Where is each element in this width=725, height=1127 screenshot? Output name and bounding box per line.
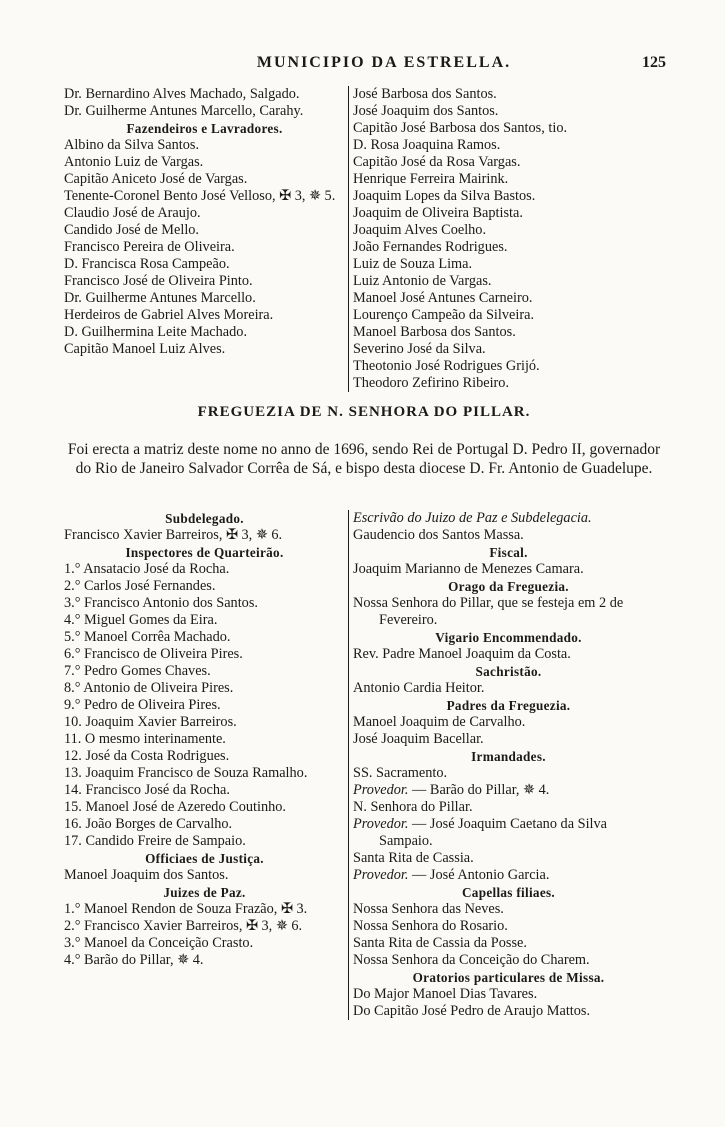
section-heading: Officiaes de Justiça. bbox=[145, 851, 264, 866]
list-item: Herdeiros de Gabriel Alves Moreira. bbox=[64, 307, 274, 323]
list-item: Joaquim de Oliveira Baptista. bbox=[353, 205, 523, 221]
list-item: Dr. Bernardino Alves Machado, Salgado. bbox=[64, 86, 300, 102]
provedor-label: Provedor. bbox=[353, 867, 409, 883]
list-item: 4.° Miguel Gomes da Eira. bbox=[64, 612, 218, 628]
list-item: Capitão Manoel Luiz Alves. bbox=[64, 341, 226, 357]
list-item: 1.° Ansatacio José da Rocha. bbox=[64, 561, 230, 577]
list-item: Theodoro Zefirino Ribeiro. bbox=[353, 375, 510, 391]
list-item: 6.° Francisco de Oliveira Pires. bbox=[64, 646, 243, 662]
list-item: 16. João Borges de Carvalho. bbox=[64, 816, 233, 832]
list-item: 13. Joaquim Francisco de Souza Ramalho. bbox=[64, 765, 308, 781]
top-left-column bbox=[64, 86, 348, 392]
list-item: Manoel Joaquim dos Santos. bbox=[64, 867, 229, 883]
list-item: Lourenço Campeão da Silveira. bbox=[353, 307, 535, 323]
list-item: José Joaquim dos Santos. bbox=[353, 103, 499, 119]
list-item: 1.° Manoel Rendon de Souza Frazão, ✠ 3. bbox=[64, 901, 308, 917]
list-item: Capitão Aniceto José de Vargas. bbox=[64, 171, 248, 187]
list-item: D. Francisca Rosa Campeão. bbox=[64, 256, 230, 272]
list-item: 9.° Pedro de Oliveira Pires. bbox=[64, 697, 221, 713]
list-item: Nossa Senhora das Neves. bbox=[353, 901, 504, 917]
list-item: Manoel Joaquim de Carvalho. bbox=[353, 714, 526, 730]
list-item: 2.° Carlos José Fernandes. bbox=[64, 578, 216, 594]
bottom-left-column bbox=[64, 510, 348, 1020]
top-columns bbox=[64, 86, 664, 392]
provedor-entry bbox=[353, 816, 664, 850]
list-item: José Barbosa dos Santos. bbox=[353, 86, 497, 102]
list-item: Antonio Cardia Heitor. bbox=[353, 680, 485, 696]
section-heading: Sachristão. bbox=[475, 664, 542, 679]
section-title: FREGUEZIA DE N. SENHORA DO PILLAR. bbox=[197, 404, 531, 420]
list-item: Luiz de Souza Lima. bbox=[353, 256, 473, 272]
list-item: Joaquim Lopes da Silva Bastos. bbox=[353, 188, 536, 204]
list-item: Santa Rita de Cassia da Posse. bbox=[353, 935, 527, 951]
list-item: Joaquim Alves Coelho. bbox=[353, 222, 487, 238]
section-heading: Vigario Encommendado. bbox=[435, 630, 582, 645]
list-item: 3.° Francisco Antonio dos Santos. bbox=[64, 595, 258, 611]
section-heading: Padres da Freguezia. bbox=[446, 698, 571, 713]
list-item: Dr. Guilherme Antunes Marcello, Carahy. bbox=[64, 103, 304, 119]
list-item: D. Guilhermina Leite Machado. bbox=[64, 324, 248, 340]
list-item: 7.° Pedro Gomes Chaves. bbox=[64, 663, 211, 679]
list-item: Nossa Senhora do Rosario. bbox=[353, 918, 508, 934]
provedor-label: Provedor. bbox=[353, 782, 409, 798]
provedor-name: — Barão do Pillar, ✵ 4. bbox=[408, 782, 550, 798]
section-heading: Orago da Freguezia. bbox=[448, 579, 569, 594]
bottom-right-column bbox=[348, 510, 664, 1020]
provedor-name: — José Antonio Garcia. bbox=[408, 867, 550, 883]
bottom-columns bbox=[64, 510, 664, 1020]
section-heading: Fazendeiros e Lavradores. bbox=[126, 121, 283, 136]
section-heading: Irmandades. bbox=[471, 749, 546, 764]
list-item: Candido José de Mello. bbox=[64, 222, 200, 238]
provedor-entry bbox=[353, 867, 664, 884]
section-heading: Fiscal. bbox=[489, 545, 528, 560]
list-item: Capitão José da Rosa Vargas. bbox=[353, 154, 521, 170]
provedor-label: Provedor. bbox=[353, 816, 409, 832]
page-header bbox=[64, 54, 666, 78]
list-item: Francisco José de Oliveira Pinto. bbox=[64, 273, 253, 289]
list-item: 3.° Manoel da Conceição Crasto. bbox=[64, 935, 254, 951]
list-item: Antonio Luiz de Vargas. bbox=[64, 154, 204, 170]
list-item: Tenente-Coronel Bento José Velloso, ✠ 3, ✵ 5. bbox=[64, 188, 336, 204]
list-item: 14. Francisco José da Rocha. bbox=[64, 782, 230, 798]
top-right-column bbox=[348, 86, 664, 392]
list-item: 5.° Manoel Corrêa Machado. bbox=[64, 629, 231, 645]
list-item: Rev. Padre Manoel Joaquim da Costa. bbox=[353, 646, 571, 662]
list-item: Manoel José Antunes Carneiro. bbox=[353, 290, 533, 306]
list-item: Albino da Silva Santos. bbox=[64, 137, 200, 153]
section-intro: Foi erecta a matriz deste nome no anno de 1696, sendo Rei de Portugal D. Pedro II, governador do Rio de Janeiro Salvador Corrêa de Sá, e bispo desta diocese D. Fr. Antonio de Guadelupe. bbox=[67, 441, 661, 477]
list-item: Escrivão do Juizo de Paz e Subdelegacia. bbox=[353, 510, 592, 526]
list-item: Francisco Xavier Barreiros, ✠ 3, ✵ 6. bbox=[64, 527, 283, 543]
list-item: Nossa Senhora do Pillar, que se festeja em 2 de Fevereiro. bbox=[353, 595, 624, 628]
section-heading: Oratorios particulares de Missa. bbox=[412, 970, 605, 985]
list-item: SS. Sacramento. bbox=[353, 765, 448, 781]
list-item: 15. Manoel José de Azeredo Coutinho. bbox=[64, 799, 286, 815]
list-item: Henrique Ferreira Mairink. bbox=[353, 171, 509, 187]
list-item: Severino José da Silva. bbox=[353, 341, 486, 357]
list-item: Dr. Guilherme Antunes Marcello. bbox=[64, 290, 256, 306]
list-item: Theotonio José Rodrigues Grijó. bbox=[353, 358, 540, 374]
list-item: D. Rosa Joaquina Ramos. bbox=[353, 137, 501, 153]
list-item: Gaudencio dos Santos Massa. bbox=[353, 527, 524, 543]
list-item: João Fernandes Rodrigues. bbox=[353, 239, 508, 255]
list-item: Do Major Manoel Dias Tavares. bbox=[353, 986, 538, 1002]
section-heading: Subdelegado. bbox=[165, 511, 244, 526]
list-item: 10. Joaquim Xavier Barreiros. bbox=[64, 714, 237, 730]
list-item: Santa Rita de Cassia. bbox=[353, 850, 474, 866]
list-item: Capitão José Barbosa dos Santos, tio. bbox=[353, 120, 568, 136]
list-item: José Joaquim Bacellar. bbox=[353, 731, 484, 747]
list-item: Do Capitão José Pedro de Araujo Mattos. bbox=[353, 1003, 591, 1019]
list-item: Manoel Barbosa dos Santos. bbox=[353, 324, 516, 340]
list-item: Francisco Pereira de Oliveira. bbox=[64, 239, 235, 255]
list-item: 12. José da Costa Rodrigues. bbox=[64, 748, 230, 764]
list-item: 8.° Antonio de Oliveira Pires. bbox=[64, 680, 234, 696]
section-heading: Inspectores de Quarteirão. bbox=[125, 545, 284, 560]
list-item: 4.° Barão do Pillar, ✵ 4. bbox=[64, 952, 204, 968]
page-number: 125 bbox=[642, 54, 666, 71]
provedor-entry bbox=[353, 782, 664, 799]
section-heading: Juizes de Paz. bbox=[163, 885, 246, 900]
list-item: Nossa Senhora da Conceição do Charem. bbox=[353, 952, 590, 968]
list-item: 2.° Francisco Xavier Barreiros, ✠ 3, ✵ 6. bbox=[64, 918, 303, 934]
list-item: 11. O mesmo interinamente. bbox=[64, 731, 226, 747]
page-title: MUNICIPIO DA ESTRELLA. bbox=[256, 54, 512, 71]
list-item: 17. Candido Freire de Sampaio. bbox=[64, 833, 246, 849]
list-item: Joaquim Marianno de Menezes Camara. bbox=[353, 561, 584, 577]
list-item: Claudio José de Araujo. bbox=[64, 205, 201, 221]
list-item: Luiz Antonio de Vargas. bbox=[353, 273, 492, 289]
provedor-name: — José Joaquim Caetano da Silva Sampaio. bbox=[379, 816, 608, 849]
section-heading: Capellas filiaes. bbox=[461, 885, 555, 900]
list-item: N. Senhora do Pillar. bbox=[353, 799, 473, 815]
